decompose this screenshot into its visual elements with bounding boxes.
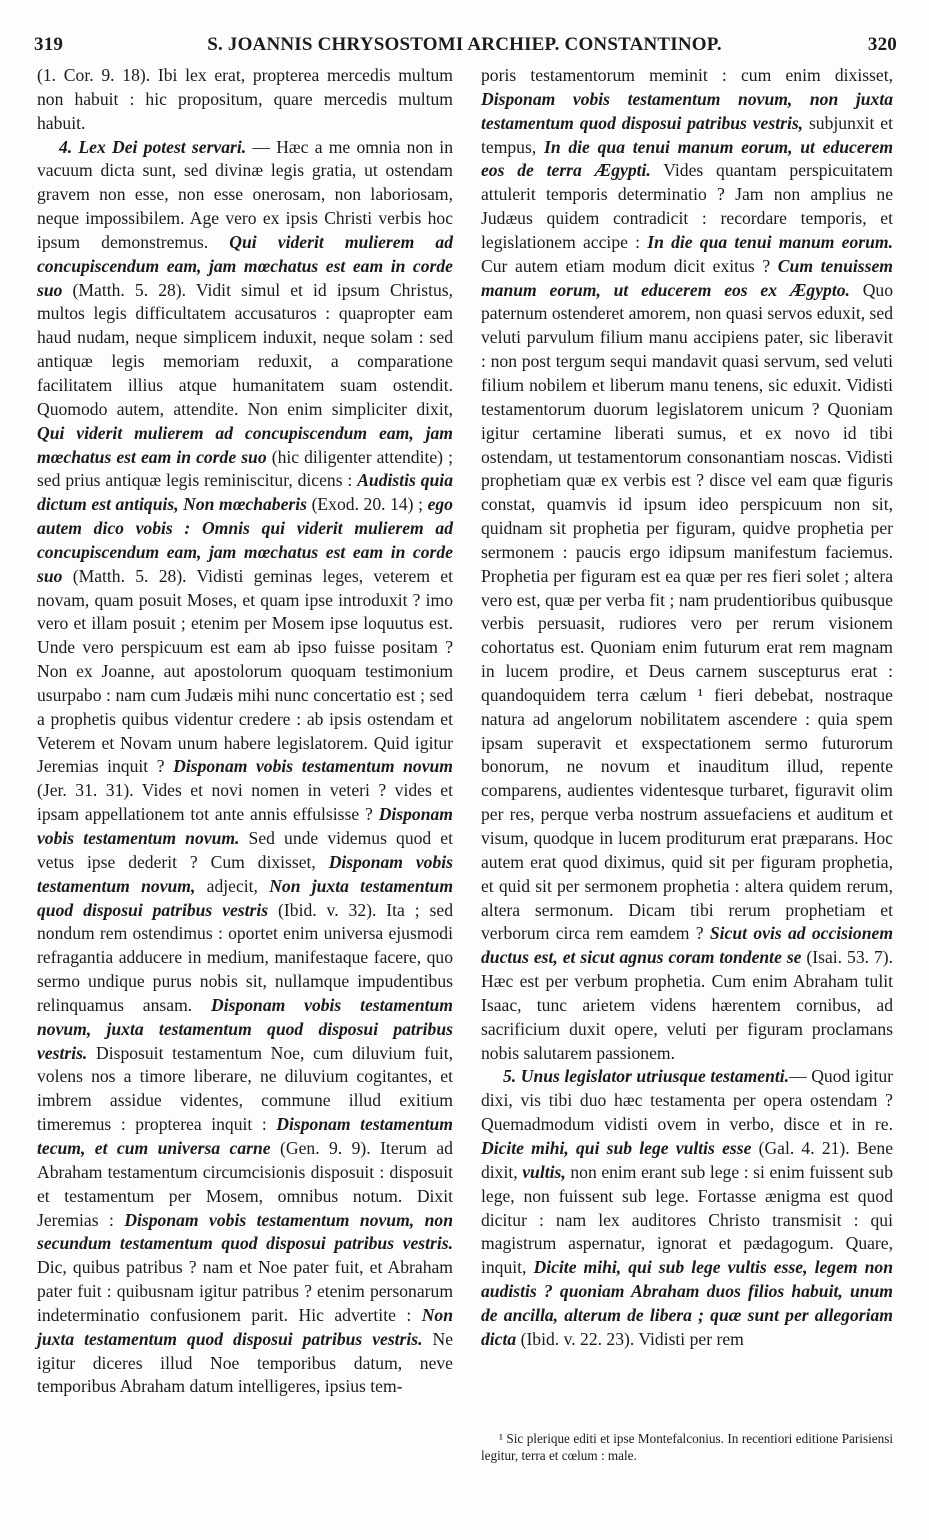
page-number-right: 320	[867, 34, 897, 55]
text-run: Vides quantam perspicuitatem attulerit temporis determinatio ? Jam non amplius ne Judæus quidem contradicit : recordare temporis, et legislationem accipe :	[481, 160, 893, 252]
text-run: (Isai. 53. 7). Hæc est per verbum prophetia. Cum enim Abraham tulit Isaac, tunc arietem videns hærentem cornibus, ad sacrificium duxit opere, veluti per figuram proclamans nobis salutarem passionem.	[481, 947, 893, 1063]
text-run: Cur autem etiam modum dicit exitus ?	[481, 255, 778, 276]
text-run: (Matth. 5. 28). Vidit simul et id ipsum Christus, multos legis difficultatem accusaturos : quapropter eam haud nudam, neque simplicem induxit, neque solam : sed antiquæ legis memoriam reduxit, a comparatione facilitatem illius atque humanitatem suam ostendit. Quomodo autem, attendite. Non enim simpliciter dixit,	[37, 279, 453, 419]
text-run: (1. Cor. 9. 18). Ibi lex erat, propterea mercedis multum non habuit : hic propositum, quare mercedis multum habuit.	[37, 65, 453, 133]
italic-run: vultis,	[522, 1161, 566, 1182]
text-run: (Ibid. v. 32). Ita ; sed nondum rem ostendimus : oportet enim universa ejusmodi refragantia adducere in medium, manifestaque facere, quo sermo undique purus nobis sit, nullamque impudentibus relinquamus ansam.	[37, 899, 453, 1015]
text-run: (Exod. 20. 14) ;	[307, 494, 428, 515]
italic-run: Disponam vobis testamentum novum.	[37, 804, 453, 848]
text-run: non enim erant sub lege : si enim fuissent sub lege, non fuissent sub lege. Fortasse ænigma est quod dicitur : nam lex auditores Christo transmisit : qui magistrum aspernatur, ignorat et pædagogum. Quare, inquit,	[481, 1161, 894, 1278]
text-run: (Gen. 9. 9). Iterum ad Abraham testamentum circumcisionis disposuit : disposuit et testamentum per Mosem, omnibus notum. Dixit Jeremias :	[37, 1137, 453, 1230]
right-paragraph-1	[481, 64, 893, 1065]
running-title: S. JOANNIS CHRYSOSTOMI ARCHIEP. CONSTANTINOP.	[207, 34, 722, 55]
italic-run: Dicite mihi, qui sub lege vultis esse	[481, 1137, 752, 1158]
footnote: ¹ Sic plerique editi et ipse Montefalconius. In recentiori editione Parisiensi legitur, terra et cœlum : male.	[481, 1431, 893, 1463]
text-run: (Gal. 4. 21). Bene dixit,	[481, 1137, 894, 1182]
italic-run: 5. Unus legislator utriusque testamenti.	[503, 1066, 790, 1087]
italic-run: Disponam vobis testamentum novum, non secundum testamentum quod disposui patribus vestris.	[37, 1209, 453, 1254]
italic-run: Dicite mihi, qui sub lege vultis esse, legem non audistis ? quoniam Abraham duos filios habuit, unum de ancilla, alterum de libera ; quæ sunt per allegoriam dicta	[481, 1257, 893, 1349]
italic-run: Sicut ovis ad occisionem ductus est, et sicut agnus coram tondente se	[481, 923, 893, 968]
italic-run: Disponam testamentum tecum, et cum universa carne	[37, 1114, 453, 1158]
text-run: Ne igitur diceres illud Noe temporibus datum, neve temporibus Abraham datum intelligeres, ipsius tem-	[37, 1328, 454, 1397]
text-run: (Ibid. v. 22. 23). Vidisti per rem	[516, 1328, 744, 1349]
left-paragraph-1	[37, 64, 453, 136]
text-run: adjecit,	[195, 875, 270, 896]
text-run: (Matth. 5. 28). Vidisti geminas leges, veterem et novam, quam posuit Moses, et quam ipse introduxit ? imo vero et illam posuit ; etenim per Mosem ipse loquutus est. Unde vero perspicuum est eam ab ipso fuisse positam ? Non ex Joanne, aut apostolorum quoquam testimonium usurpabo : nam cum Judæis mihi nunc concertatio est ; sed a prophetis quibus videntur credere : ab ipsis ostendam et Veterem et Novam unum habere legislatorem. Quid igitur Jeremias inquit ?	[37, 565, 453, 777]
text-run: Quo paternum ostenderet amorem, non quasi servos eduxit, sed veluti parvulum filium manu accipiens pater, sic liberavit : non post tergum sequi mandavit quasi servum, sed veluti filium nobilem et liberum manu tenens, sic eduxit. Vidisti testamentorum duorum legislatorem unicum ? Quoniam igitur certamine liberati sumus, et ex novo id tibi ostendam, ut testamentorum consonantiam noscas. Vidisti prophetiam quæ ex verbis est ? disce vel eam quæ figuris constat, quamvis id ipsum ideo perspicuum non sit, quidnam sit prophetia per figuram, quidve prophetia per sermonem : paucis ergo idipsum manifestum faciemus. Prophetia per figuram est ea quæ per res fieri solet ; altera vero est, quæ per verba fit ; nam prudentioribus quibusque verbis persuasit, rudiores vero per rerum visionem cohortatus est. Quoniam enim futurum erat rem magnam in lucem prodire, et Deus carnem suscepturus erat : quandoquidem terra cælum ¹ fieri debebat, nostraque natura ad angelorum nobilitatem ascendere : quia spem ipsam superavit et exspectationem sermo futurorum bonorum, ne novum et inauditum illud, repente comparens, audientes videntesque turbaret, figuravit olim per res, perque verba nostrum assuefaciens et auditum et visum, quodque in lucem proditurum erat præparans. Hoc autem erat quod diximus, quid sit per figuram prophetia, et quid sit per sermonem prophetia : altera quidem rerum, altera sermonum. Dicam tibi rerum prophetiam et verborum circa rem eamdem ?	[481, 279, 894, 944]
page-number-left: 319	[34, 34, 64, 55]
right-paragraph-2-section-5	[481, 1065, 893, 1351]
italic-run: Disponam vobis testamentum novum, non juxta testamentum quod disposui patribus vestris,	[481, 88, 893, 133]
italic-run: Audistis quia dictum est antiquis, Non mœchaberis	[37, 470, 453, 515]
running-header	[30, 34, 899, 64]
italic-run: Cum tenuissem manum eorum, ut educerem eos ex Ægypto.	[481, 255, 893, 300]
text-run: (Jer. 31. 31). Vides et novi nomen in veteri ? vides et ipsam appellationem tot ante annis effulsisse ?	[37, 780, 453, 825]
italic-run: Disponam vobis testamentum novum	[173, 756, 453, 777]
text-run: — Hæc a me omnia non in vacuum dicta sunt, sed divinæ legis gratia, ut ostendam gravem non esse, non esse onerosam, non laboriosam, neque impossibilem. Age vero ex ipsis Christi verbis hoc ipsum demonstremus.	[37, 136, 453, 252]
text-run: Sed unde videmus quod et vetus ipse dederit ? Cum dixisset,	[37, 828, 453, 872]
italic-run: Non juxta testamentum quod disposui patribus vestris.	[37, 1304, 453, 1349]
text-run: (hic diligenter attendite) ; sed prius antiquæ legis reminiscitur, dicens :	[37, 446, 454, 491]
text-run: Disposuit testamentum Noe, cum diluvium fuit, volens nos a timore liberare, ne diluvium cogitantes, et imbrem assidue videntes, commune illud exitium timeremus : propterea inquit :	[37, 1042, 453, 1135]
text-run: — Quod igitur dixi, vis tibi duo hæc testamenta per opera ostendam ? Quemadmodum vidisti ovem in verbo, disce et in re.	[481, 1066, 893, 1135]
left-paragraph-2-section-4	[37, 136, 453, 1400]
italic-run: Non juxta testamentum quod disposui patribus vestris	[37, 875, 453, 920]
italic-run: Disponam vobis testamentum novum,	[37, 851, 453, 896]
italic-run: Disponam vobis testamentum novum, juxta testamentum quod disposui patribus vestris.	[37, 994, 453, 1063]
italic-run: Qui viderit mulierem ad concupiscendum eam, jam mœchatus est eam in corde suo	[37, 231, 453, 300]
text-run: Dic, quibus patribus ? nam et Noe pater fuit, et Abraham pater fuit : quibusnam igitur patribus ? etenim personarum indeterminatio confusionem parit. Hic advertite :	[37, 1257, 453, 1325]
italic-run: 4. Lex Dei potest servari.	[59, 136, 247, 157]
right-column	[481, 64, 893, 1352]
italic-run: In die qua tenui manum eorum.	[647, 231, 893, 252]
left-column	[37, 64, 453, 1399]
italic-run: ego autem dico vobis : Omnis qui viderit mulierem ad concupiscendum eam, jam mœchatus est eam in corde suo	[37, 494, 453, 586]
italic-run: In die qua tenui manum eorum, ut educerem eos de terra Ægypti.	[481, 136, 893, 181]
text-run: poris testamentorum meminit : cum enim dixisset,	[481, 65, 893, 85]
italic-run: Qui viderit mulierem ad concupiscendum eam, jam mœchatus est eam in corde suo	[37, 422, 453, 467]
text-run: subjunxit et tempus,	[481, 112, 893, 157]
